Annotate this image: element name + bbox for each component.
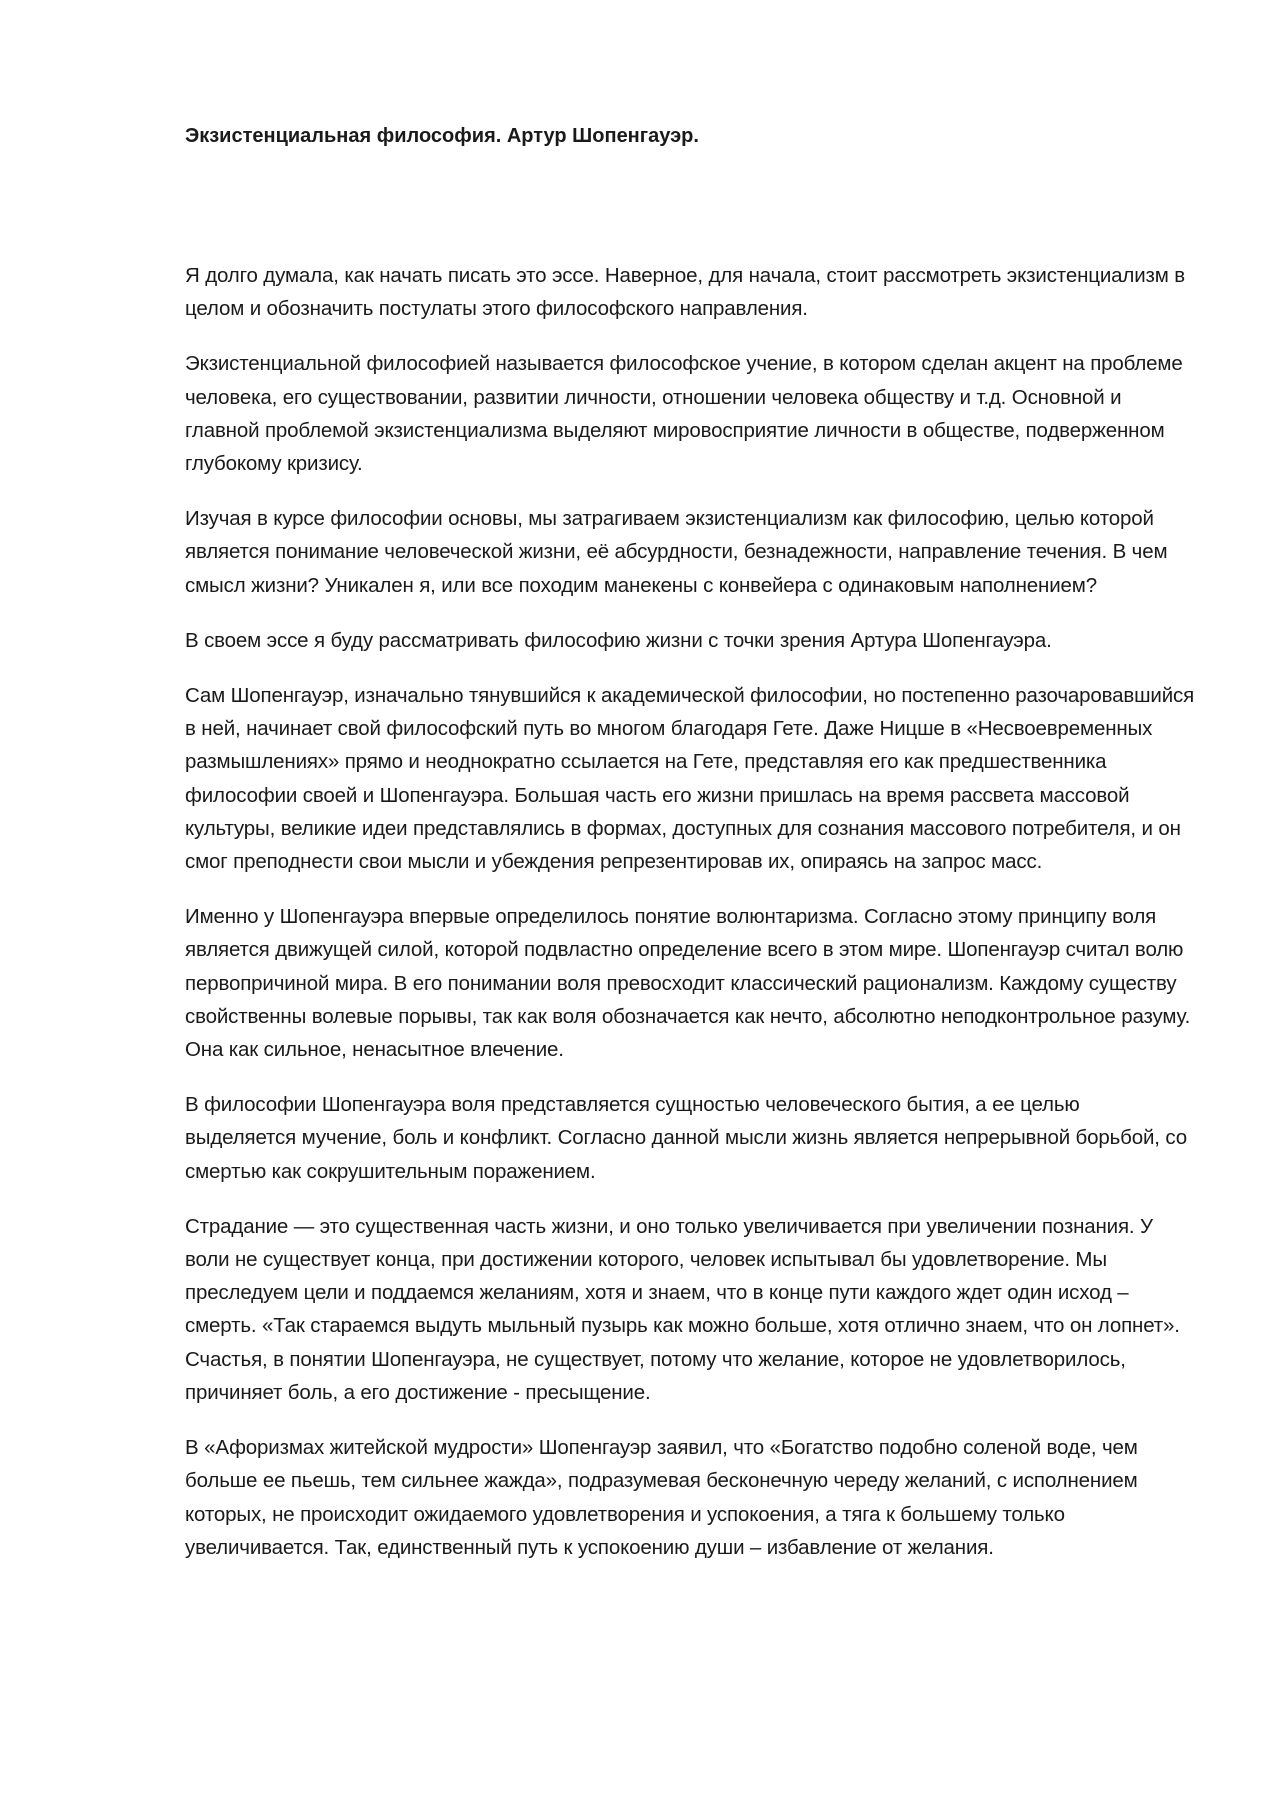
document-title: Экзистенциальная философия. Артур Шопенгауэр. [185,125,699,147]
paragraph: В философии Шопенгауэра воля представляется сущностью человеческого бытия, а ее целью выделяется мучение, боль и конфликт. Согласно данной мысли жизнь является непрерывной борьбой, со смертью как сокрушительным поражением. [185,1093,1187,1183]
paragraph: Сам Шопенгауэр, изначально тянувшийся к академической философии, но постепенно разочаровавшийся в ней, начинает свой философский путь во многом благодаря Гете. Даже Ницше в «Несвоевременных размышлениях» прямо и неоднократно ссылается на Гете, представляя его как предшественника философии своей и Шопенгауэра. Большая часть его жизни пришлась на время рассвета массовой культуры, великие идеи представлялись в формах, доступных для сознания массового потребителя, и он смог преподнести свои мысли и убеждения репрезентировав их, опираясь на запрос масс. [185,684,1195,874]
paragraph: В «Афоризмах житейской мудрости» Шопенгауэр заявил, что «Богатство подобно соленой воде, чем больше ее пьешь, тем сильнее жажда», подразумевая бесконечную череду желаний, с исполнением которых, не происходит ожидаемого удовлетворения и успокоения, а тяга к большему только увеличивается. Так, единственный путь к успокоению души – избавление от желания. [185,1436,1138,1559]
paragraph: Страдание — это существенная часть жизни, и оно только увеличивается при увеличении познания. У воли не существует конца, при достижении которого, человек испытывал бы удовлетворение. Мы преследуем цели и поддаемся желаниям, хотя и знаем, что в конце пути каждого ждет один исход – смерть. «Так стараемся выдуть мыльный пузырь как можно больше, хотя отлично знаем, что он лопнет». Счастья, в понятии Шопенгауэра, не существует, потому что желание, которое не удовлетворилось, причиняет боль, а его достижение - пресыщение. [185,1214,1180,1404]
document-body [185,259,1195,1564]
document-content [185,121,1195,1586]
paragraph: Изучая в курсе философии основы, мы затрагиваем экзистенциализм как философию, целью которой является понимание человеческой жизни, её абсурдности, безнадежности, направление течения. В чем смысл жизни? Уникален я, или все походим манекены с конвейера с одинаковым наполнением? [185,507,1168,597]
paragraph: Именно у Шопенгауэра впервые определилось понятие волюнтаризма. Согласно этому принципу воля является движущей силой, которой подвластно определение всего в этом мире. Шопенгауэр считал волю первопричиной мира. В его понимании воля превосходит классический рационализм. Каждому существу свойственны волевые порывы, так как воля обозначается как нечто, абсолютно неподконтрольное разуму. Она как сильное, ненасытное влечение. [185,905,1191,1062]
paragraph: В своем эссе я буду рассматривать философию жизни с точки зрения Артура Шопенгауэра. [185,628,1052,652]
paragraph: Экзистенциальной философией называется философское учение, в котором сделан акцент на проблеме человека, его существовании, развитии личности, отношении человека обществу и т.д. Основной и главной проблемой экзистенциализма выделяют мировосприятие личности в обществе, подверженном глубокому кризису. [185,352,1183,476]
paragraph: Я долго думала, как начать писать это эссе. Наверное, для начала, стоит рассмотреть экзистенциализм в целом и обозначить постулаты этого философского направления. [185,264,1185,321]
